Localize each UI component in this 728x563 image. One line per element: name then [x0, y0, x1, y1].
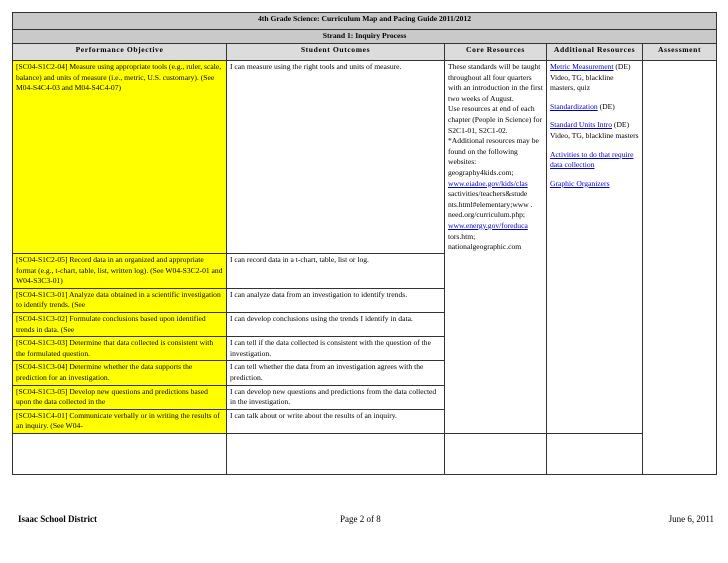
- link-standard-units-intro[interactable]: Standard Units Intro: [550, 120, 613, 130]
- outcome-cell: I can tell whether the data from an investigation agrees with the prediction.: [227, 361, 445, 385]
- objective-cell: [SC04-S1C2-04] Measure using appropriate tools (e.g., ruler, scale, balance) and units of measure (i.e., metric, U.S. customary). (See M04-S4C4-03 and M04-S4C4-07): [13, 61, 227, 254]
- blank-cell: [547, 433, 643, 474]
- outcome-cell: I can talk about or write about the results of an inquiry.: [227, 409, 445, 433]
- blank-cell: [445, 433, 547, 474]
- header-additional-resources: Additional Resources: [547, 44, 643, 61]
- outcome-cell: I can develop new questions and predictions from the data collected in the investigation.: [227, 385, 445, 409]
- blank-cell: [227, 433, 445, 474]
- header-assessment: Assessment: [643, 44, 717, 61]
- additional-resources-cell: [547, 61, 643, 434]
- objective-cell: [SC04-S1C3-02] Formulate conclusions based upon identified trends in data. (See: [13, 312, 227, 336]
- standardization-desc: (DE): [597, 101, 615, 111]
- outcome-cell: I can record data in a t-chart, table, list or log.: [227, 254, 445, 289]
- curriculum-table: [12, 12, 717, 475]
- objective-cell: [SC04-S1C3-05] Develop new questions and predictions based upon the data collected in the: [13, 385, 227, 409]
- header-student-outcomes: Student Outcomes: [227, 44, 445, 61]
- core-site-1: geography4kids.com;: [448, 167, 514, 177]
- core-link-eiadoe[interactable]: www.eiadoe.gov/kids/clas: [448, 178, 528, 188]
- core-link-energy[interactable]: www.energy.gov/foreduca: [448, 220, 528, 230]
- curriculum-table-frame: [12, 12, 716, 475]
- page-title: 4th Grade Science: Curriculum Map and Pacing Guide 2011/2012: [13, 13, 717, 30]
- objective-cell: [SC04-S1C3-03] Determine that data collected is consistent with the formulated question.: [13, 337, 227, 361]
- core-text-1: These standards will be taught throughout all four quarters with an introduction in the first two weeks of August.: [448, 62, 543, 103]
- link-graphic-organizers[interactable]: Graphic Organizers: [550, 178, 610, 188]
- core-site-3: tors.htm; nationalgeographic.com: [448, 231, 522, 252]
- strand-title: Strand 1: Inquiry Process: [13, 30, 717, 44]
- link-metric-measurement[interactable]: Metric Measurement: [550, 62, 614, 71]
- footer-page-number: Page 2 of 8: [340, 514, 381, 524]
- standard-units-desc: (DE) Video, TG, blackline masters: [550, 120, 639, 140]
- header-performance-objective: Performance Objective: [13, 44, 227, 61]
- core-resources-cell: [445, 61, 547, 434]
- core-site-2: sactivities/teachers&stude nts.html#elementary;www . need.org/curriculum.php;: [448, 189, 533, 220]
- core-text-3: *Additional resources may be found on the following websites:: [448, 136, 539, 167]
- outcome-cell: I can analyze data from an investigation to identify trends.: [227, 288, 445, 312]
- objective-cell: [SC04-S1C4-01] Communicate verbally or in writing the results of an inquiry. (See W04-: [13, 409, 227, 433]
- metric-measurement-desc: (DE) Video, TG, blackline masters, quiz: [550, 62, 631, 93]
- table-row: [13, 61, 717, 254]
- blank-row: [13, 433, 717, 474]
- objective-cell: [SC04-S1C2-05] Record data in an organized and appropriate format (e.g., t-chart, table, list, written log). (See W04-S3C2-01 and W04-S3C3-01): [13, 254, 227, 289]
- assessment-cell: [643, 61, 717, 475]
- link-activities-data-collection[interactable]: Activities to do that require data collection: [550, 149, 634, 170]
- header-core-resources: Core Resources: [445, 44, 547, 61]
- outcome-cell: I can tell if the data collected is consistent with the question of the investigation.: [227, 337, 445, 361]
- objective-cell: [SC04-S1C3-01] Analyze data obtained in a scientific investigation to identify trends. (See: [13, 288, 227, 312]
- footer-date: June 6, 2011: [668, 514, 714, 524]
- objective-cell: [SC04-S1C3-04] Determine whether the data supports the prediction for an investigation.: [13, 361, 227, 385]
- link-standardization[interactable]: Standardization: [550, 101, 598, 111]
- outcome-cell: I can develop conclusions using the trends I identify in data.: [227, 312, 445, 336]
- blank-cell: [13, 433, 227, 474]
- outcome-cell: I can measure using the right tools and units of measure.: [227, 61, 445, 254]
- core-text-2: Use resources at end of each chapter (People in Science) for S2C1-01, S2C1-02.: [448, 104, 543, 135]
- footer-district: Isaac School District: [18, 514, 97, 524]
